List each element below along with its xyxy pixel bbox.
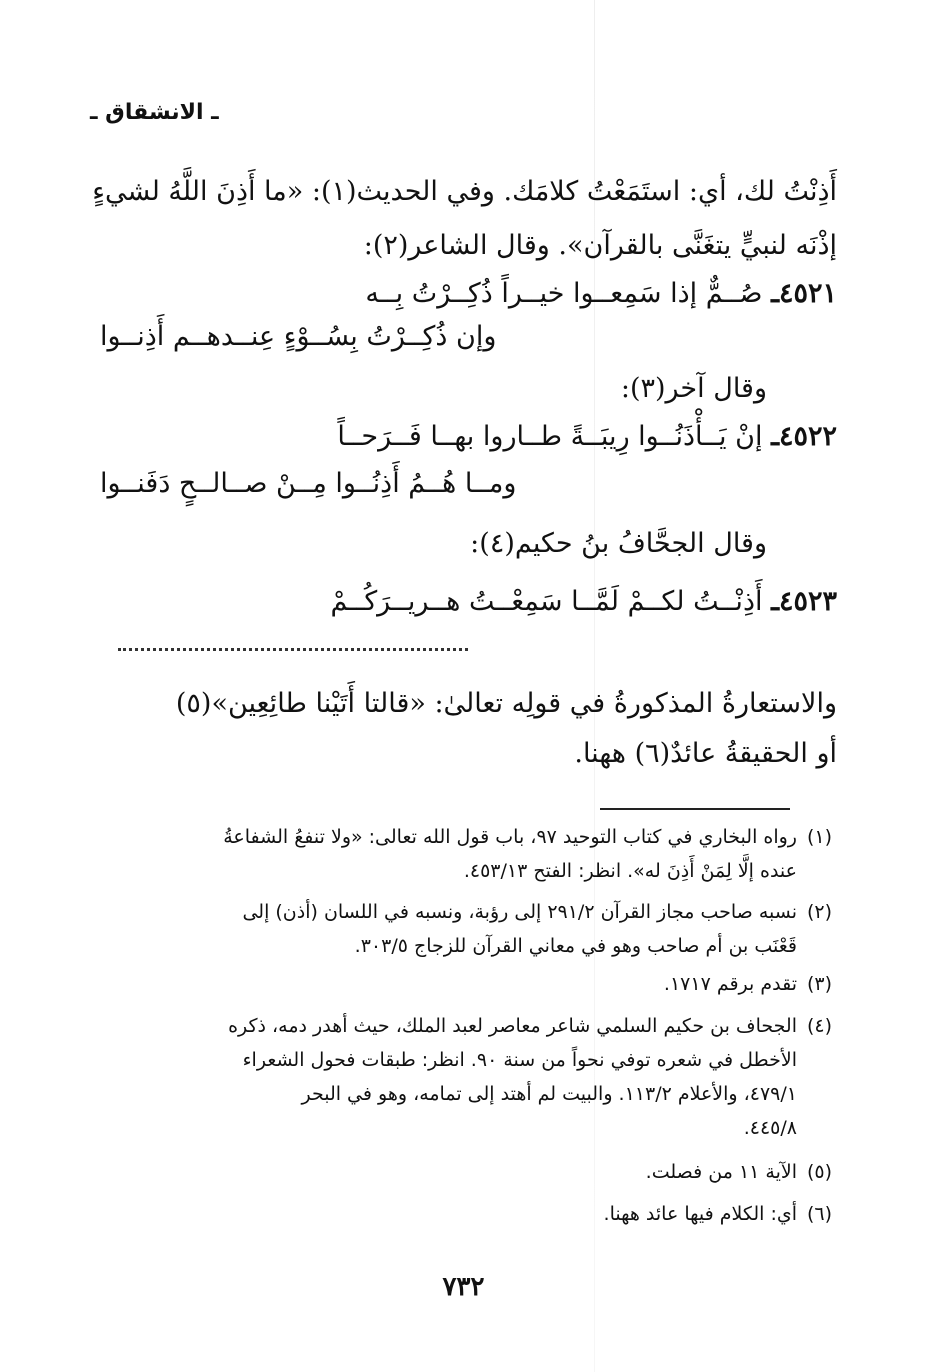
footnote-line: تقدم برقم ١٧١٧. bbox=[663, 973, 797, 995]
verse-4522-second: ومــا هُــمُ أَذِنُــوا مِــنْ صــالــحٍ دَفَنــوا bbox=[100, 468, 517, 499]
page-number: ٧٣٢ bbox=[442, 1272, 485, 1302]
prose-line-2: إذْنَه لنبيٍّ يتغَنَّى بالقرآن». وقال الشاعر(٢): bbox=[363, 230, 837, 261]
footnote-number: (٢) bbox=[806, 901, 832, 923]
verse-hemistich: صُــمٌّ إذا سَمِعــوا خيــراً ذُكِــرْتُ بِــه bbox=[365, 278, 763, 309]
verse-4521-second: وإن ذُكِــرْتُ بِسُــوْءٍ عِنــدهــم أَذِنــوا bbox=[100, 321, 497, 352]
prose-line-4: أو الحقيقةُ عائدٌ(٦) ههنا. bbox=[574, 738, 837, 769]
footnote-line: أي: الكلام فيها عائد ههنا. bbox=[603, 1203, 797, 1225]
prose-line-3: والاستعارةُ المذكورةُ في قولِه تعالىٰ: «قالتا أَتَيْنا طائِعِين»(٥) bbox=[175, 688, 837, 719]
verse-4523-first bbox=[331, 588, 837, 615]
verse-hemistich: أَذِنْــتُ لكــمْ لَمَّــا سَمِعْــتُ هــريــرَكُــمْ bbox=[330, 586, 763, 617]
footnote-number: (٤) bbox=[806, 1015, 832, 1037]
ellipsis-divider bbox=[118, 648, 468, 651]
verse-number: ٤٥٢٢ـ bbox=[771, 421, 837, 452]
footnote-line: ٤٧٩/١، والأعلام ١١٣/٢. والبيت لم أهتد إلى تمامه، وهو في البحر bbox=[301, 1083, 797, 1105]
verse-4521-first bbox=[365, 280, 837, 307]
footnote-line: عنده إلَّا لِمَنْ أَذِنَ له». انظر: الفتح ٤٥٣/١٣. bbox=[463, 860, 797, 882]
verse-hemistich: إنْ يَــأْذَنُــوا رِيبَــةً طــاروا بهــا فَــرَحــاً bbox=[337, 421, 763, 452]
poet-intro-3: وقال الجحَّافُ بنُ حكيم(٤): bbox=[470, 528, 767, 559]
footnote-number: (٦) bbox=[806, 1203, 832, 1225]
footnote-line: ٤٤٥/٨. bbox=[743, 1117, 797, 1139]
footnote-line: رواه البخاري في كتاب التوحيد ٩٧، باب قول الله تعالى: «ولا تنفعُ الشفاعةُ bbox=[223, 826, 797, 848]
footnote-line: الآية ١١ من فصلت. bbox=[645, 1161, 797, 1183]
prose-line-1: أَذِنْتُ لك، أي: استَمَعْتُ كلامَك. وفي الحديث(١): «ما أَذِنَ اللَّهُ لشيءٍ bbox=[92, 176, 837, 207]
poet-intro-2: وقال آخر(٣): bbox=[620, 373, 767, 404]
footnote-line: قَعْنَب بن أم صاحب وهو في معاني القرآن للزجاج ٣٠٣/٥. bbox=[354, 935, 797, 957]
footnote-number: (٣) bbox=[806, 973, 832, 995]
verse-number: ٤٥٢١ـ bbox=[771, 278, 837, 309]
footnote-number: (١) bbox=[806, 826, 832, 848]
footnote-rule bbox=[600, 808, 790, 810]
verse-number: ٤٥٢٣ـ bbox=[771, 586, 837, 617]
footnote-number: (٥) bbox=[806, 1161, 832, 1183]
running-title: ـ الانشقاق ـ bbox=[90, 100, 219, 125]
footnote-line: الجحاف بن حكيم السلمي شاعر معاصر لعبد الملك، حيث أهدر دمه، ذكره bbox=[228, 1015, 797, 1037]
verse-4522-first bbox=[337, 423, 837, 450]
footnote-line: الأخطل في شعره توفي نحواً من سنة ٩٠. انظر: طبقات فحول الشعراء bbox=[242, 1049, 797, 1071]
footnote-line: نسبه صاحب مجاز القرآن ٢٩١/٢ إلى رؤبة، ونسبه في اللسان (أذن) إلى bbox=[242, 901, 797, 923]
